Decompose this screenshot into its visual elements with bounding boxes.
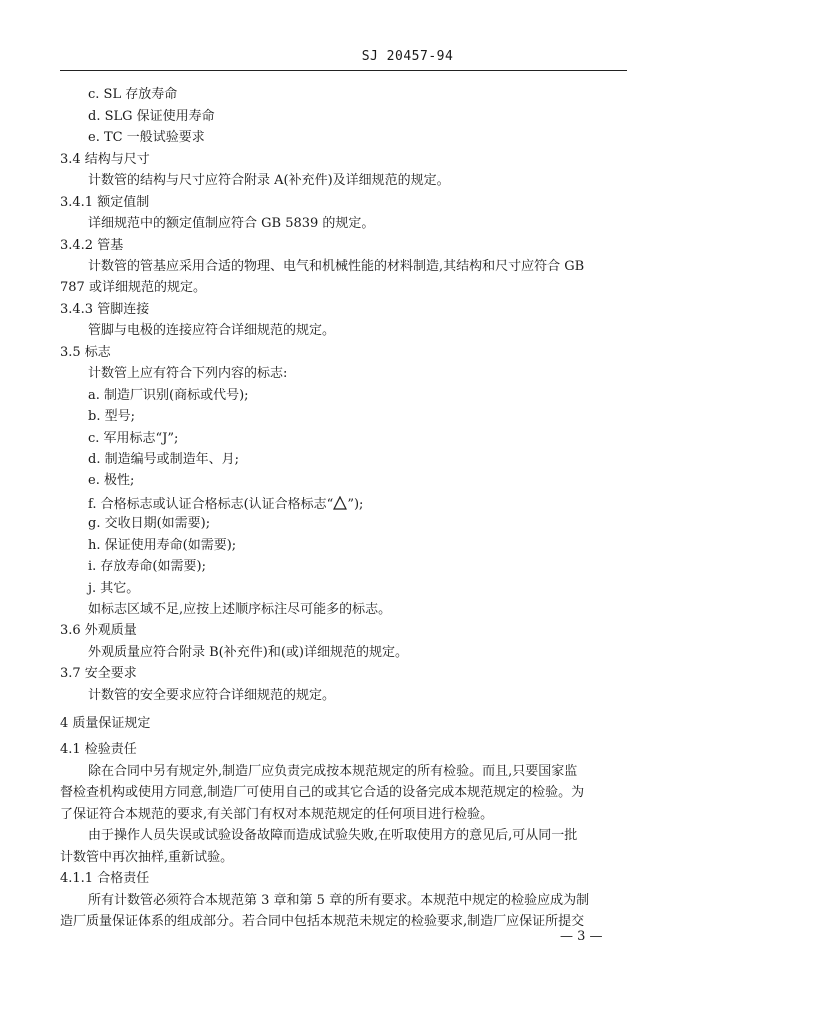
text-line	[88, 689, 335, 702]
text-line	[88, 496, 363, 511]
text-line	[88, 539, 236, 552]
text-line	[88, 410, 135, 423]
text-line	[60, 624, 137, 637]
text-line-content: 3.4.1 额定值制	[60, 195, 150, 210]
text-line	[88, 260, 584, 273]
text-line-content: i. 存放寿命(如需要);	[88, 559, 206, 574]
text-line-content: h. 保证使用寿命(如需要);	[88, 538, 237, 553]
document-code-header: SJ 20457-94	[361, 49, 454, 64]
text-line	[60, 808, 493, 821]
text-line	[88, 560, 206, 573]
text-line-content: 督检查机构或使用方同意,制造厂可使用自己的或其它合适的设备完成本规范规定的检验。为	[60, 785, 585, 800]
text-line-content: b. 型号;	[88, 409, 135, 424]
text-line	[60, 281, 206, 294]
text-line	[88, 474, 134, 487]
text-line-content: 由于操作人员失误或试验设备故障而造成试验失败,在听取使用方的意见后,可从同一批	[88, 828, 578, 843]
text-line-content: e. TC 一般试验要求	[88, 130, 205, 145]
text-line-content: 如标志区域不足,应按上述顺序标注尽可能多的标志。	[88, 602, 392, 617]
text-line	[88, 217, 374, 230]
text-line-content: 3.4.3 管脚连接	[60, 302, 150, 317]
text-line-content: 详细规范中的额定值制应符合 GB 5839 的规定。	[88, 216, 375, 231]
text-line-content: f. 合格标志或认证合格标志(认证合格标志“	[88, 497, 334, 512]
text-line	[88, 110, 215, 123]
text-line-content: 3.7 安全要求	[60, 666, 137, 681]
text-line	[88, 894, 589, 907]
text-line-content: 3.5 标志	[60, 345, 111, 360]
text-line	[88, 646, 408, 659]
text-line	[88, 324, 335, 337]
text-line-content: 除在合同中另有规定外,制造厂应负责完成按本规范规定的所有检验。而且,只要国家监	[88, 764, 578, 779]
certification-mark-icon	[333, 496, 347, 510]
text-line-content: d. SLG 保证使用寿命	[88, 109, 215, 124]
text-line	[88, 432, 178, 445]
text-line	[88, 389, 249, 402]
text-line	[60, 743, 137, 756]
text-line-content: 外观质量应符合附录 B(补充件)和(或)详细规范的规定。	[88, 645, 408, 660]
text-line	[88, 131, 205, 144]
text-line-content: a. 制造厂识别(商标或代号);	[88, 388, 249, 403]
text-line-content: 3.4 结构与尺寸	[60, 152, 150, 167]
text-line	[88, 765, 577, 778]
text-line	[88, 367, 287, 380]
text-line	[60, 717, 150, 730]
text-line-content: 3.6 外观质量	[60, 623, 137, 638]
text-line	[88, 174, 450, 187]
text-line-suffix: ”);	[347, 497, 364, 512]
text-line-content: j. 其它。	[88, 581, 140, 596]
text-line-content: 4.1.1 合格责任	[60, 871, 150, 886]
page-number: — 3 —	[560, 929, 603, 944]
text-line-content: g. 交收日期(如需要);	[88, 516, 211, 531]
text-line-content: 所有计数管必须符合本规范第 3 章和第 5 章的所有要求。本规范中规定的检验应成为制	[88, 893, 590, 908]
text-line	[60, 239, 123, 252]
text-line	[88, 453, 239, 466]
text-line-content: 计数管的安全要求应符合详细规范的规定。	[88, 688, 336, 703]
text-line	[60, 851, 233, 864]
text-line	[88, 88, 177, 101]
text-line	[60, 196, 149, 209]
text-line-content: 4 质量保证规定	[60, 716, 151, 731]
text-line	[60, 786, 584, 799]
text-line-content: 4.1 检验责任	[60, 742, 137, 757]
text-line-content: d. 制造编号或制造年、月;	[88, 452, 239, 467]
text-line	[60, 915, 584, 928]
text-line-content: 造厂质量保证体系的组成部分。若合同中包括本规范未规定的检验要求,制造厂应保证所提交	[60, 914, 585, 929]
text-line	[88, 829, 577, 842]
text-line-content: 管脚与电极的连接应符合详细规范的规定。	[88, 323, 336, 338]
text-line	[88, 603, 391, 616]
header-rule	[60, 70, 627, 71]
text-line	[60, 303, 149, 316]
text-line	[88, 582, 139, 595]
text-line-content: 计数管上应有符合下列内容的标志:	[88, 366, 288, 381]
text-line-content: 计数管中再次抽样,重新试验。	[60, 850, 234, 865]
text-line	[60, 153, 150, 166]
text-line	[60, 667, 137, 680]
text-line-content: 3.4.2 管基	[60, 238, 124, 253]
text-line	[60, 346, 111, 359]
text-line	[60, 872, 149, 885]
text-line-content: 了保证符合本规范的要求,有关部门有权对本规范规定的任何项目进行检验。	[60, 807, 494, 822]
text-line-content: e. 极性;	[88, 473, 135, 488]
text-line-content: 计数管的管基应采用合适的物理、电气和机械性能的材料制造,其结构和尺寸应符合 GB	[88, 259, 585, 274]
text-line-content: c. SL 存放寿命	[88, 87, 178, 102]
text-line-content: 787 或详细规范的规定。	[60, 280, 206, 295]
text-line	[88, 517, 210, 530]
text-line-content: c. 军用标志“J”;	[88, 431, 179, 446]
text-line-content: 计数管的结构与尺寸应符合附录 A(补充件)及详细规范的规定。	[88, 173, 450, 188]
